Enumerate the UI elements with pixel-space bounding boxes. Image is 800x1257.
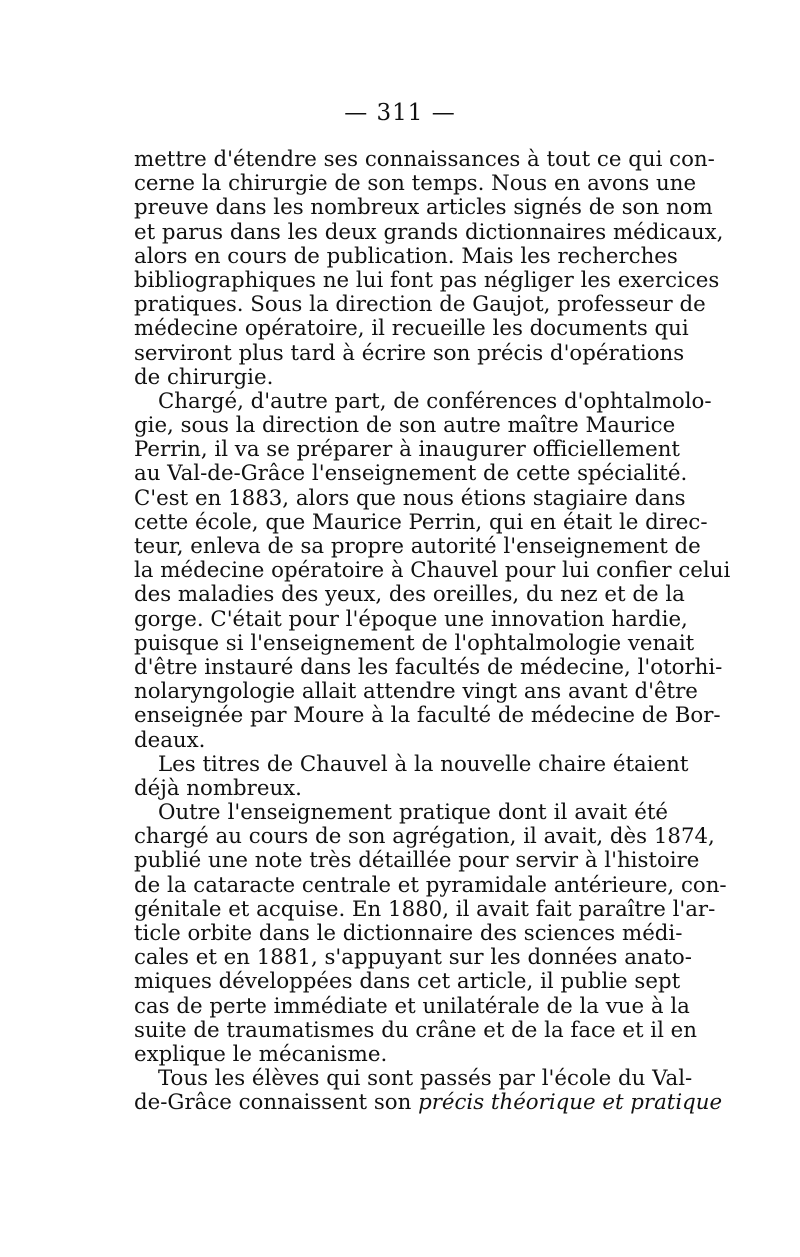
text-line: C'est en 1883, alors que nous étions stagiaire dans: [134, 485, 686, 511]
text-line: gie, sous la direction de son autre maître Maurice: [134, 413, 676, 439]
text-line: cerne la chirurgie de son temps. Nous en avons une: [134, 171, 697, 197]
text-line: serviront plus tard à écrire son précis d'opérations: [134, 340, 685, 366]
page-number: — 311 —: [344, 100, 456, 126]
text-line: Outre l'enseignement pratique dont il avait été: [158, 800, 668, 826]
text-line: déjà nombreux.: [134, 775, 302, 801]
text-line: Perrin, il va se préparer à inaugurer officiellement: [134, 437, 680, 463]
text-line: pratiques. Sous la direction de Gaujot, professeur de: [134, 292, 706, 318]
text-line: d'être instauré dans les facultés de médecine, l'otorhi-: [134, 654, 723, 680]
text-line: Les titres de Chauvel à la nouvelle chaire étaient: [158, 751, 689, 777]
text-line: ticle orbite dans le dictionnaire des sciences médi-: [134, 921, 683, 946]
text-line: teur, enleva de sa propre autorité l'enseignement de: [134, 534, 701, 559]
text-line: publié une note très détaillée pour servir à l'histoire: [134, 848, 700, 874]
text-line: cette école, que Maurice Perrin, qui en était le direc-: [134, 509, 708, 535]
text-line: puisque si l'enseignement de l'ophtalmologie venait: [134, 630, 695, 656]
text-line: et parus dans les deux grands dictionnaires médicaux,: [134, 219, 724, 245]
text-line: alors en cours de publication. Mais les recherches: [134, 243, 678, 269]
text-line: deaux.: [134, 727, 206, 753]
text-line: cales et en 1881, s'appuyant sur les données anato-: [134, 945, 692, 971]
text-line: bibliographiques ne lui font pas négliger les exercices: [134, 267, 720, 293]
text-line: Chargé, d'autre part, de conférences d'ophtalmolo-: [158, 388, 712, 414]
text-line: au Val-de-Grâce l'enseignement de cette spécialité.: [134, 461, 688, 487]
book-title-italic: précis théorique et pratique: [418, 1090, 723, 1116]
text-line: preuve dans les nombreux articles signés de son nom: [134, 195, 713, 221]
text-line: des maladies des yeux, des oreilles, du nez et de la: [134, 582, 685, 608]
text-line: gorge. C'était pour l'époque une innovation hardie,: [134, 606, 688, 632]
text-line: mettre d'étendre ses connaissances à tout ce qui con-: [134, 147, 715, 172]
text-line: cas de perte immédiate et unilatérale de la vue à la: [134, 993, 690, 1019]
text-line: de chirurgie.: [134, 364, 274, 390]
text-line: génitale et acquise. En 1880, il avait fait paraître l'ar-: [134, 896, 716, 922]
text-line: enseignée par Moure à la faculté de médecine de Bor-: [134, 703, 721, 729]
text-line: miques développées dans cet article, il publie sept: [134, 969, 681, 995]
text-line: la médecine opératoire à Chauvel pour lui confier celui: [134, 558, 731, 584]
text-line: [134, 1090, 723, 1116]
text-line: explique le mécanisme.: [134, 1041, 388, 1067]
body-text: [134, 147, 731, 1116]
text-line-roman: de-Grâce connaissent son: [134, 1090, 412, 1116]
text-line: médecine opératoire, il recueille les documents qui: [134, 316, 689, 342]
text-line: de la cataracte centrale et pyramidale antérieure, con-: [134, 872, 727, 898]
text-line: chargé au cours de son agrégation, il avait, dès 1874,: [134, 824, 715, 850]
text-line: nolaryngologie allait attendre vingt ans avant d'être: [134, 679, 698, 705]
text-line: suite de traumatismes du crâne et de la face et il en: [134, 1017, 697, 1043]
text-line: Tous les élèves qui sont passés par l'école du Val-: [158, 1066, 693, 1092]
